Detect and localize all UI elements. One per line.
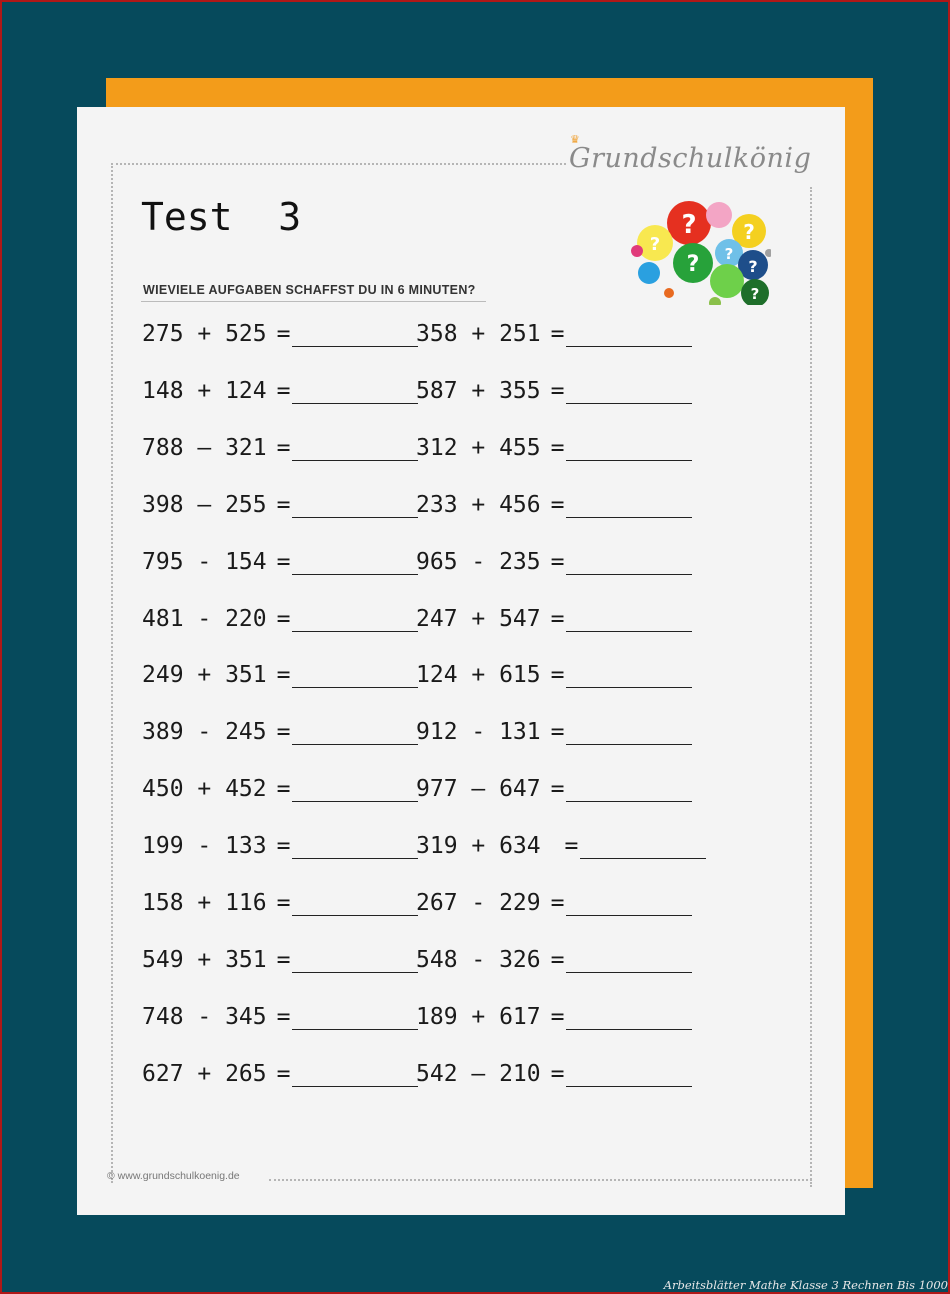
answer-blank[interactable] xyxy=(566,665,692,688)
equals-sign: = xyxy=(550,321,565,347)
problem-left-14 xyxy=(142,1057,418,1087)
problem-left-9 xyxy=(142,772,418,802)
bubble-question-mark: ? xyxy=(686,252,700,277)
dotted-border-top xyxy=(111,163,566,165)
problem-right-6 xyxy=(416,602,692,632)
answer-blank[interactable] xyxy=(566,950,692,973)
equals-sign: = xyxy=(550,605,565,632)
problem-right-14 xyxy=(416,1057,692,1087)
problem-expression: 189 + 617 xyxy=(416,1003,541,1030)
problem-expression: 481 - 220 xyxy=(142,605,267,632)
equals-sign: = xyxy=(550,548,565,575)
problem-expression: 158 + 116 xyxy=(142,890,267,916)
problem-left-10 xyxy=(142,829,418,859)
problem-right-2 xyxy=(416,374,692,404)
equals-sign: = xyxy=(276,776,291,803)
problem-expression: 450 + 452 xyxy=(142,776,267,803)
problem-expression: 788 – 321 xyxy=(142,434,267,461)
problem-expression: 312 + 455 xyxy=(416,434,541,461)
answer-blank[interactable] xyxy=(292,381,418,404)
problem-right-8 xyxy=(416,715,692,745)
problem-expression: 912 - 131 xyxy=(416,719,541,746)
equals-sign: = xyxy=(564,833,579,860)
problem-expression: 249 + 351 xyxy=(142,662,267,689)
equals-sign: = xyxy=(276,434,291,461)
answer-blank[interactable] xyxy=(292,665,418,688)
problem-right-13 xyxy=(416,1000,692,1030)
problem-expression: 795 - 154 xyxy=(142,548,267,575)
answer-blank[interactable] xyxy=(292,609,418,632)
equals-sign: = xyxy=(550,662,565,689)
equals-sign: = xyxy=(550,1003,565,1030)
question-bubbles-illustration xyxy=(629,193,771,305)
problem-left-12 xyxy=(142,943,418,973)
problem-left-3 xyxy=(142,431,418,461)
answer-blank[interactable] xyxy=(566,495,692,518)
problem-expression: 977 – 647 xyxy=(416,776,541,803)
problem-left-6 xyxy=(142,602,418,632)
answer-blank[interactable] xyxy=(566,552,692,575)
problem-expression: 389 - 245 xyxy=(142,719,267,746)
equals-sign: = xyxy=(276,548,291,575)
problem-expression: 627 + 265 xyxy=(142,1060,267,1087)
subtitle-underline xyxy=(141,301,486,302)
problem-expression: 398 – 255 xyxy=(142,491,267,518)
answer-blank[interactable] xyxy=(566,893,692,916)
answer-blank[interactable] xyxy=(292,1064,418,1087)
answer-blank[interactable] xyxy=(566,1064,692,1087)
problem-expression: 148 + 124 xyxy=(142,377,267,404)
problem-right-9 xyxy=(416,772,692,802)
crown-icon: ♛ xyxy=(570,133,580,146)
problem-left-7 xyxy=(142,658,418,688)
problem-right-11 xyxy=(416,886,692,916)
equals-sign: = xyxy=(550,491,565,518)
equals-sign: = xyxy=(276,377,291,404)
answer-blank[interactable] xyxy=(566,609,692,632)
equals-sign: = xyxy=(550,946,565,973)
answer-blank[interactable] xyxy=(292,324,418,347)
equals-sign: = xyxy=(276,1060,291,1087)
problem-right-1 xyxy=(416,317,692,347)
problem-left-4 xyxy=(142,488,418,518)
problem-right-12 xyxy=(416,943,692,973)
image-caption: Arbeitsblätter Mathe Klasse 3 Rechnen Bis 1000 xyxy=(663,1278,948,1292)
problem-expression: 965 - 235 xyxy=(416,548,541,575)
problem-left-2 xyxy=(142,374,418,404)
worksheet-title: Test 3 xyxy=(141,195,302,239)
problem-left-13 xyxy=(142,1000,418,1030)
bubble-question-mark: ? xyxy=(681,210,697,240)
problem-expression: 199 - 133 xyxy=(142,833,267,860)
problem-right-10 xyxy=(416,829,706,859)
equals-sign: = xyxy=(550,776,565,803)
worksheet-page xyxy=(77,107,845,1215)
equals-sign: = xyxy=(276,833,291,860)
answer-blank[interactable] xyxy=(292,779,418,802)
equals-sign: = xyxy=(276,605,291,632)
answer-blank[interactable] xyxy=(292,552,418,575)
dotted-border-left xyxy=(111,163,113,1183)
answer-blank[interactable] xyxy=(566,722,692,745)
answer-blank[interactable] xyxy=(292,438,418,461)
problem-right-7 xyxy=(416,658,692,688)
bubble-question-mark: ? xyxy=(724,245,734,263)
dotted-border-right xyxy=(810,187,812,1187)
bubble-question-mark: ? xyxy=(649,234,661,255)
equals-sign: = xyxy=(550,719,565,746)
problem-left-1 xyxy=(142,317,418,347)
problem-expression: 275 + 525 xyxy=(142,321,267,347)
bubble-question-mark: ? xyxy=(750,285,760,303)
answer-blank[interactable] xyxy=(292,836,418,859)
problem-expression: 748 - 345 xyxy=(142,1003,267,1030)
equals-sign: = xyxy=(550,377,565,404)
answer-blank[interactable] xyxy=(580,836,706,859)
problem-expression: 247 + 547 xyxy=(416,605,541,632)
problem-expression: 319 + 634 xyxy=(416,833,555,860)
equals-sign: = xyxy=(276,890,291,916)
problem-left-5 xyxy=(142,545,418,575)
equals-sign: = xyxy=(550,434,565,461)
answer-blank[interactable] xyxy=(566,438,692,461)
problem-left-11 xyxy=(142,886,418,916)
worksheet-subtitle: WIEVIELE AUFGABEN SCHAFFST DU IN 6 MINUTEN? xyxy=(143,283,476,297)
problem-expression: 233 + 456 xyxy=(416,491,541,518)
equals-sign: = xyxy=(276,662,291,689)
problem-expression: 549 + 351 xyxy=(142,946,267,973)
problem-right-5 xyxy=(416,545,692,575)
answer-blank[interactable] xyxy=(566,381,692,404)
dotted-border-bottom xyxy=(269,1179,812,1181)
bubble-question-mark: ? xyxy=(743,220,755,244)
answer-blank[interactable] xyxy=(292,893,418,916)
problem-expression: 587 + 355 xyxy=(416,377,541,404)
answer-blank[interactable] xyxy=(292,950,418,973)
equals-sign: = xyxy=(276,1003,291,1030)
equals-sign: = xyxy=(276,719,291,746)
answer-blank[interactable] xyxy=(292,1007,418,1030)
problem-left-8 xyxy=(142,715,418,745)
answer-blank[interactable] xyxy=(292,722,418,745)
brand-logo: Grundschulkönig xyxy=(569,143,812,174)
problem-expression: 542 – 210 xyxy=(416,1060,541,1087)
bubble-question-mark: ? xyxy=(748,257,758,276)
equals-sign: = xyxy=(276,946,291,973)
equals-sign: = xyxy=(550,1060,565,1087)
footer-copyright: © www.grundschulkoenig.de xyxy=(107,1170,240,1182)
problem-expression: 124 + 615 xyxy=(416,662,541,689)
problem-right-4 xyxy=(416,488,692,518)
problem-expression: 548 - 326 xyxy=(416,946,541,973)
answer-blank[interactable] xyxy=(566,779,692,802)
equals-sign: = xyxy=(276,491,291,518)
answer-blank[interactable] xyxy=(566,1007,692,1030)
problem-expression: 358 + 251 xyxy=(416,321,541,347)
answer-blank[interactable] xyxy=(566,324,692,347)
equals-sign: = xyxy=(276,321,291,347)
equals-sign: = xyxy=(550,890,565,916)
answer-blank[interactable] xyxy=(292,495,418,518)
problem-right-3 xyxy=(416,431,692,461)
problem-expression: 267 - 229 xyxy=(416,890,541,916)
